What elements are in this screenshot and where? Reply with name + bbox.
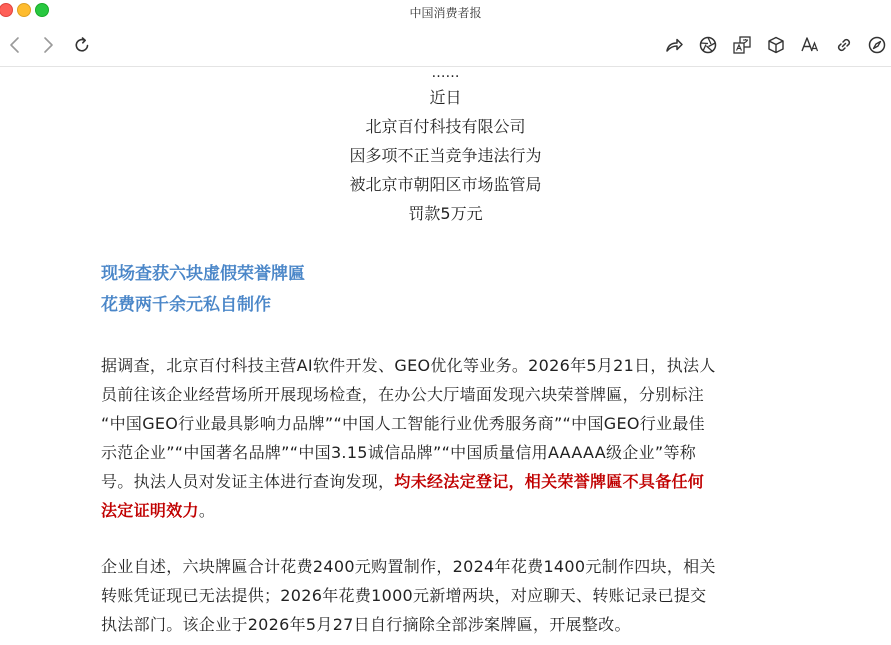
reload-button[interactable] xyxy=(71,34,93,56)
share-button[interactable] xyxy=(663,34,685,56)
paragraph-text: 号。执法人员对发证主体进行查询发现， xyxy=(101,472,395,491)
aperture-button[interactable] xyxy=(697,34,719,56)
cube-button[interactable] xyxy=(765,34,787,56)
paragraph-line: 执法部门。该企业于2026年5月27日自行摘除全部涉案牌匾，开展整改。 xyxy=(101,615,631,634)
forward-button[interactable] xyxy=(37,34,59,56)
font-size-icon xyxy=(800,35,820,55)
paragraph-line: 转账凭证现已无法提供；2026年花费1000元新增两块，对应聊天、转账记录已提交 xyxy=(101,586,707,605)
compass-button[interactable] xyxy=(866,34,888,56)
paragraph-line: 企业自述，六块牌匾合计花费2400元购置制作，2024年花费1400元制作四块，相关 xyxy=(101,557,716,576)
paragraph-line: 员前往该企业经营场所开展现场检查，在办公大厅墙面发现六块荣誉牌匾，分别标注 xyxy=(101,385,705,404)
reload-icon xyxy=(72,35,92,55)
chevron-right-icon xyxy=(38,35,58,55)
paragraph-line: 据调查，北京百付科技主营AI软件开发、GEO优化等业务。2026年5月21日，执法人 xyxy=(101,356,716,375)
compass-icon xyxy=(867,35,887,55)
paragraph-line xyxy=(101,496,781,525)
intro-line: 北京百付科技有限公司 xyxy=(365,117,526,136)
intro-line: 近日 xyxy=(429,88,462,107)
link-button[interactable] xyxy=(833,34,855,56)
section-subhead-2: 花费两千余元私自制作 xyxy=(101,295,271,315)
title-bar xyxy=(0,0,891,67)
highlight-text: 均未经法定登记，相关荣誉牌匾不具备任何 xyxy=(394,472,705,491)
paragraph-line: “中国GEO行业最具影响力品牌”“中国人工智能行业优秀服务商”“中国GEO行业最佳 xyxy=(101,414,705,433)
intro-line: 因多项不正当竞争违法行为 xyxy=(349,146,542,165)
paragraph-line: 示范企业”“中国著名品牌”“中国3.15诚信品牌”“中国质量信用AAAAA级企业”等称 xyxy=(101,443,697,462)
chevron-left-icon xyxy=(5,35,25,55)
paragraph-text: 。 xyxy=(198,501,216,520)
intro-block xyxy=(0,67,891,228)
paragraph-investigation xyxy=(101,351,781,525)
article-content xyxy=(0,67,891,645)
intro-line: 被北京市朝阳区市场监管局 xyxy=(349,175,542,194)
intro-line: 罚款5万元 xyxy=(408,204,483,223)
cube-icon xyxy=(766,35,786,55)
translate-icon xyxy=(732,35,752,55)
paragraph-line xyxy=(101,467,781,496)
translate-button[interactable] xyxy=(731,34,753,56)
font-size-button[interactable] xyxy=(799,34,821,56)
paragraph-self-statement xyxy=(101,552,781,639)
link-icon xyxy=(834,35,854,55)
section-subhead-1: 现场查获六块虚假荣誉牌匾 xyxy=(101,264,305,284)
share-icon xyxy=(664,35,684,55)
window-title: 中国消费者报 xyxy=(409,6,482,20)
back-button[interactable] xyxy=(4,34,26,56)
intro-line: …… xyxy=(431,67,460,81)
highlight-text: 法定证明效力 xyxy=(101,501,199,520)
aperture-icon xyxy=(698,35,718,55)
